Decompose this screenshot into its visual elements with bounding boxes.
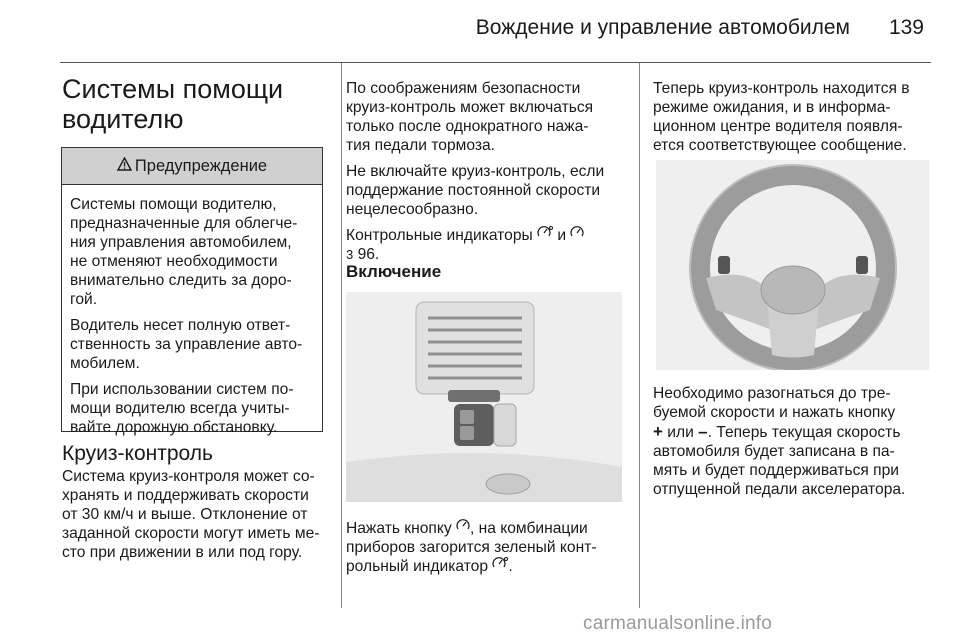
right-text-bottom (653, 384, 943, 499)
steering-wheel-image (656, 160, 929, 370)
warning-label: Предупреждение (134, 156, 268, 175)
text-line: предназначенные для облегче- (70, 215, 298, 232)
text-line: тия педали тормоза. (346, 137, 496, 154)
text-line: ется соответствующее сообщение. (653, 137, 907, 154)
running-header-title: Вождение и управление автомобилем (475, 16, 850, 39)
right-text-top (653, 79, 943, 155)
text-line: вайте дорожную обстановку. (70, 419, 278, 436)
text-line: По соображениям безопасности (346, 80, 581, 97)
text-line: не отменяют необходимости (70, 253, 278, 270)
text-line: Не включайте круиз-контроль, если (346, 163, 605, 180)
warning-body (62, 185, 322, 437)
section-title (62, 74, 332, 134)
text-line: мощи водителю всегда учиты- (70, 400, 290, 417)
text-line: поддержание постоянной скорости (346, 182, 601, 199)
text-line: Необходимо разогнаться до тре- (653, 385, 891, 402)
text-line: Нажать кнопку (346, 520, 452, 537)
warning-box (61, 147, 323, 436)
cruise-control-active-icon (492, 556, 508, 575)
text-line: круиз-контроль может включаться (346, 99, 594, 116)
text-line: . (508, 558, 513, 575)
safety-paragraph (346, 79, 636, 155)
text-line: Теперь круиз-контроль находится в (653, 80, 910, 97)
text-line: автомобиля будет записана в па- (653, 443, 895, 460)
text-line: внимательно следить за доро- (70, 272, 292, 289)
text-line: , на комбинации (469, 520, 588, 537)
cruise-control-intro (62, 467, 334, 562)
advice-paragraph (346, 162, 636, 219)
warning-paragraph-3 (70, 380, 314, 437)
warning-triangle-icon (117, 157, 132, 176)
text-line: мобилем. (70, 355, 140, 372)
image-caption (346, 519, 636, 576)
text-line: Водитель несет полную ответ- (70, 317, 291, 334)
warning-paragraph-1 (70, 195, 314, 309)
text-line: ственность за управление авто- (70, 336, 303, 353)
text-line: Системы помощи водителю, (70, 196, 277, 213)
text-line: . Теперь текущая скорость (707, 424, 901, 441)
text-line: Система круиз-контроля может со- (62, 468, 315, 485)
text-line: отпущенной педали акселератора. (653, 481, 906, 498)
text-line: Контрольные индикаторы (346, 227, 533, 244)
warning-header (62, 148, 322, 185)
text-line: только после однократного нажа- (346, 118, 589, 135)
page-reference[interactable] (346, 246, 379, 263)
header-rule (60, 62, 931, 63)
middle-text (346, 79, 636, 271)
text-line: или (667, 424, 694, 441)
cruise-control-heading: Круиз-контроль (62, 442, 213, 465)
section-title-line-2: водителю (62, 104, 184, 134)
column-divider-2 (639, 63, 640, 608)
enable-heading: Включение (346, 262, 442, 281)
text-line: мять и будет поддерживаться при (653, 462, 899, 479)
text-line: ния управления автомобилем, (70, 234, 292, 251)
indicators-paragraph (346, 226, 636, 264)
text-line: и (557, 227, 567, 244)
text-line: рольный индикатор (346, 558, 489, 575)
text-line: ционном центре водителя появля- (653, 118, 903, 135)
dashboard-button-image (346, 292, 622, 502)
reference-arrow-icon: 3 (346, 247, 354, 262)
text-line: сто при движении в или под гору. (62, 544, 303, 561)
warning-paragraph-2 (70, 316, 314, 373)
plus-symbol: + (653, 422, 663, 441)
text-line: приборов загорится зеленый конт- (346, 539, 597, 556)
column-divider-1 (341, 63, 342, 608)
cruise-control-icon (570, 225, 584, 244)
text-line: 96. (357, 246, 380, 263)
text-line: буемой скорости и нажать кнопку (653, 404, 896, 421)
text-line: гой. (70, 291, 98, 308)
steering-wheel-illustration (656, 160, 929, 370)
text-line: хранять и поддерживать скорости (62, 487, 309, 504)
text-line: режиме ожидания, и в информа- (653, 99, 891, 116)
watermark-credit: carmanualsonline.info (583, 613, 773, 634)
cruise-control-icon (456, 518, 470, 537)
cruise-control-active-icon (537, 225, 553, 244)
section-title-line-1: Системы помощи (62, 74, 284, 104)
text-line: нецелесообразно. (346, 201, 479, 218)
minus-symbol: – (698, 422, 708, 441)
text-line: от 30 км/ч и выше. Отклонение от (62, 506, 308, 523)
text-line: заданной скорости могут иметь ме- (62, 525, 320, 542)
page-number: 139 (888, 16, 924, 39)
dashboard-button-illustration (346, 292, 622, 502)
text-line: При использовании систем по- (70, 381, 294, 398)
